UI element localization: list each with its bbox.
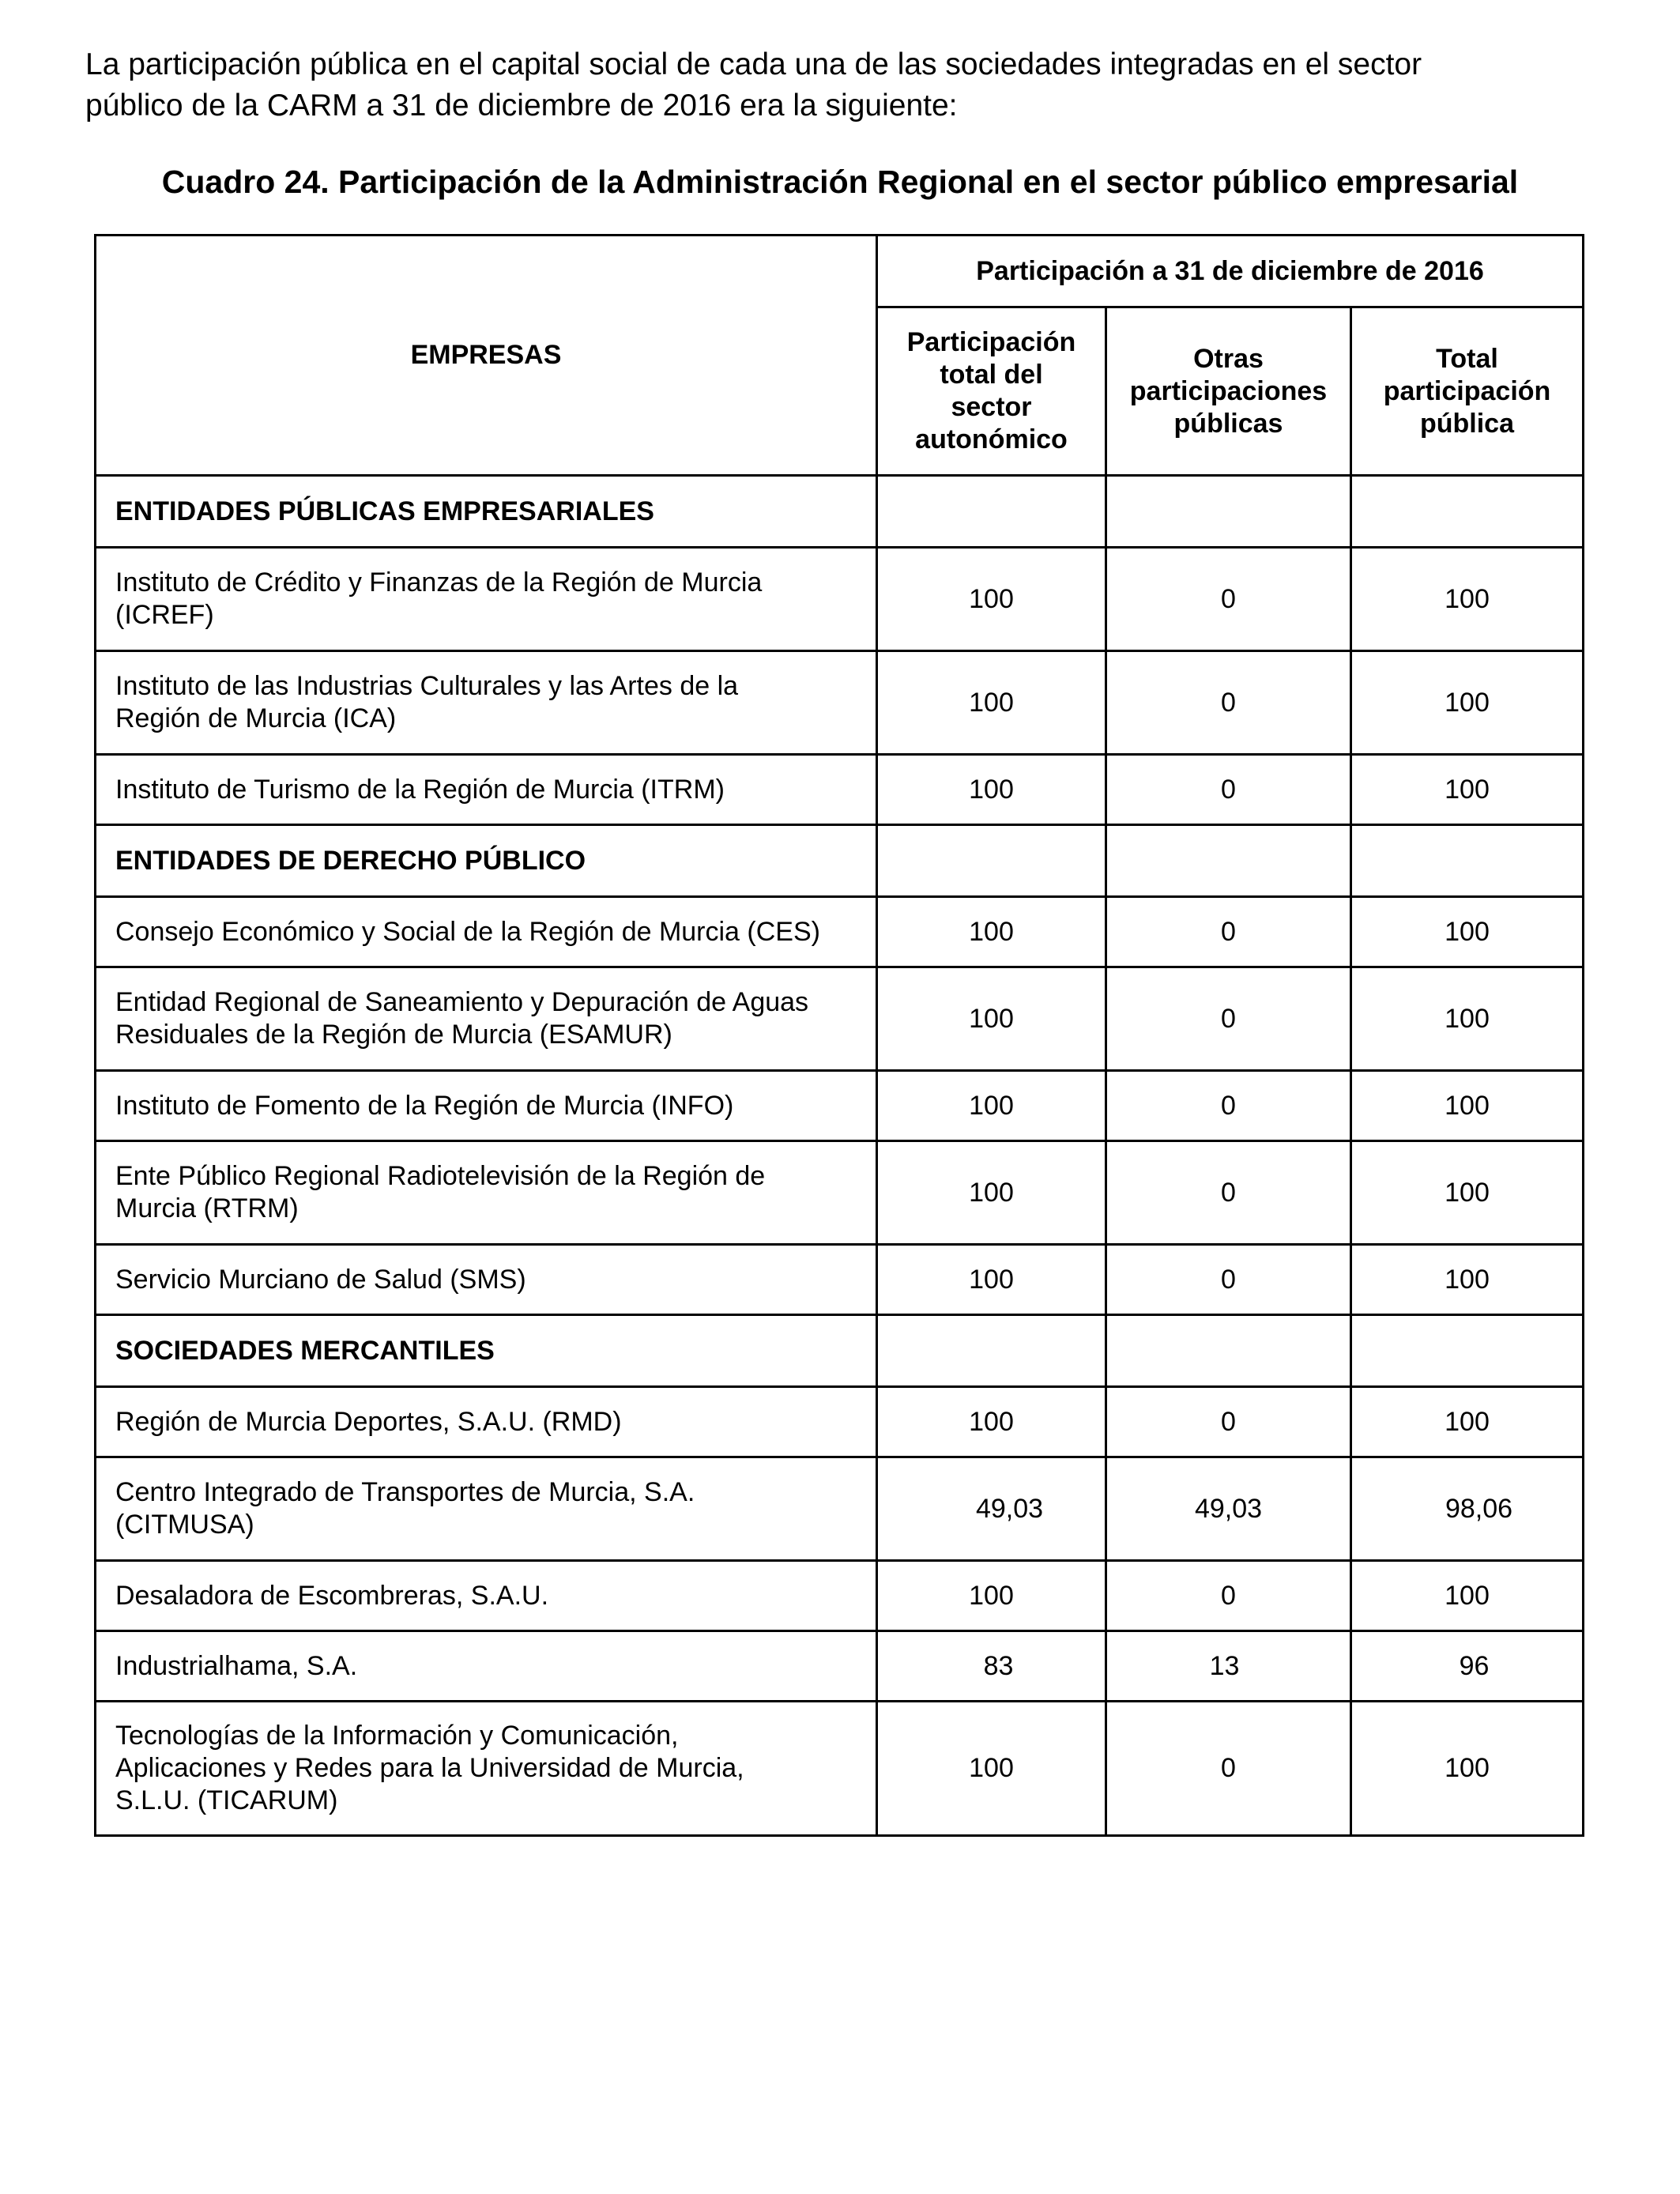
empty-cell bbox=[877, 1315, 1106, 1387]
header-total-participacion bbox=[1351, 307, 1584, 476]
value-text: 100 bbox=[969, 1177, 1014, 1208]
entity-name bbox=[96, 1561, 877, 1631]
empty-cell bbox=[1351, 825, 1584, 897]
value-total bbox=[1351, 1457, 1584, 1561]
entity-name-line: S.L.U. (TICARUM) bbox=[115, 1785, 338, 1815]
value-text: 100 bbox=[969, 774, 1014, 805]
value-sector bbox=[877, 1561, 1106, 1631]
value-text: 0 bbox=[1221, 1003, 1236, 1034]
value-text: 100 bbox=[1445, 1177, 1490, 1208]
value-text: 100 bbox=[969, 1003, 1014, 1034]
value-text: 100 bbox=[1445, 1580, 1490, 1611]
entity-name bbox=[96, 755, 877, 825]
value-otras bbox=[1106, 548, 1351, 651]
table-row bbox=[96, 548, 1584, 651]
entity-name bbox=[96, 651, 877, 755]
table-row bbox=[96, 1387, 1584, 1457]
value-text: 0 bbox=[1221, 1090, 1236, 1121]
header-line: pública bbox=[1419, 408, 1515, 439]
header-line: públicas bbox=[1173, 408, 1283, 439]
value-sector bbox=[877, 1631, 1106, 1702]
table-row bbox=[96, 1245, 1584, 1315]
value-text: 100 bbox=[969, 1580, 1014, 1611]
value-text: 49,03 bbox=[1194, 1493, 1263, 1524]
value-text: 0 bbox=[1221, 1580, 1236, 1611]
value-text: 13 bbox=[1209, 1650, 1240, 1681]
value-total bbox=[1351, 1071, 1584, 1141]
entity-name-line: Servicio Murciano de Salud (SMS) bbox=[115, 1264, 526, 1295]
empty-cell bbox=[1106, 825, 1351, 897]
value-text: 100 bbox=[1445, 1003, 1490, 1034]
entity-name bbox=[96, 548, 877, 651]
table-body bbox=[96, 476, 1584, 1836]
entity-name-line: Aplicaciones y Redes para la Universidad de Murcia, bbox=[115, 1753, 744, 1783]
value-text: 100 bbox=[1445, 916, 1490, 947]
header-line: autonómico bbox=[915, 424, 1068, 454]
value-text: 100 bbox=[1445, 583, 1490, 614]
entity-name bbox=[96, 1387, 877, 1457]
table-row bbox=[96, 1141, 1584, 1245]
value-sector bbox=[877, 651, 1106, 755]
section-row bbox=[96, 1315, 1584, 1387]
header-group-participacion: Participación a 31 de diciembre de 2016 bbox=[877, 236, 1584, 307]
value-sector bbox=[877, 1141, 1106, 1245]
entity-name-line: Centro Integrado de Transportes de Murcia, S.A. bbox=[115, 1477, 695, 1507]
value-otras bbox=[1106, 1631, 1351, 1702]
value-sector bbox=[877, 1702, 1106, 1836]
entity-name-line: (CITMUSA) bbox=[115, 1510, 254, 1540]
entity-name-line: Tecnologías de la Información y Comunicación, bbox=[115, 1721, 679, 1751]
value-text: 83 bbox=[983, 1650, 1014, 1681]
entity-name-line: Ente Público Regional Radiotelevisión de la Región de bbox=[115, 1161, 766, 1191]
empty-cell bbox=[1351, 1315, 1584, 1387]
value-total bbox=[1351, 1245, 1584, 1315]
intro-line: La participación pública en el capital social de cada una de las sociedades integradas en el sector bbox=[85, 47, 1422, 81]
header-line: Participación bbox=[906, 327, 1076, 357]
value-sector bbox=[877, 755, 1106, 825]
value-otras bbox=[1106, 1387, 1351, 1457]
header-line: Total bbox=[1436, 343, 1498, 374]
value-otras bbox=[1106, 967, 1351, 1071]
value-sector bbox=[877, 1245, 1106, 1315]
value-text: 96 bbox=[1459, 1650, 1490, 1681]
entity-name-line: (ICREF) bbox=[115, 600, 214, 630]
entity-name-line: Murcia (RTRM) bbox=[115, 1193, 299, 1223]
value-text: 100 bbox=[969, 1406, 1014, 1437]
table-row bbox=[96, 1631, 1584, 1702]
value-text: 100 bbox=[1445, 1264, 1490, 1295]
value-text: 100 bbox=[1445, 1406, 1490, 1437]
header-empresas: EMPRESAS bbox=[96, 236, 877, 476]
value-sector bbox=[877, 548, 1106, 651]
table-row bbox=[96, 897, 1584, 967]
entity-name-line: Consejo Económico y Social de la Región de Murcia (CES) bbox=[115, 916, 820, 947]
value-sector bbox=[877, 897, 1106, 967]
value-text: 100 bbox=[969, 1753, 1014, 1783]
value-total bbox=[1351, 1141, 1584, 1245]
entity-name-line: Región de Murcia Deportes, S.A.U. (RMD) bbox=[115, 1406, 622, 1437]
table-row bbox=[96, 1071, 1584, 1141]
value-sector bbox=[877, 1071, 1106, 1141]
entity-name bbox=[96, 897, 877, 967]
entity-name-line: Industrialhama, S.A. bbox=[115, 1650, 358, 1681]
value-text: 100 bbox=[1445, 1090, 1490, 1121]
entity-name-line: Residuales de la Región de Murcia (ESAMUR) bbox=[115, 1020, 672, 1050]
value-total bbox=[1351, 967, 1584, 1071]
value-otras bbox=[1106, 1071, 1351, 1141]
value-text: 100 bbox=[1445, 687, 1490, 718]
header-line: participaciones bbox=[1129, 375, 1328, 406]
table-row bbox=[96, 755, 1584, 825]
value-text: 100 bbox=[1445, 774, 1490, 805]
entity-name-line: Instituto de Crédito y Finanzas de la Región de Murcia bbox=[115, 567, 763, 598]
value-otras bbox=[1106, 897, 1351, 967]
empty-cell bbox=[1106, 476, 1351, 548]
entity-name bbox=[96, 1141, 877, 1245]
value-otras bbox=[1106, 755, 1351, 825]
value-text: 0 bbox=[1221, 583, 1236, 614]
value-otras bbox=[1106, 1245, 1351, 1315]
empty-cell bbox=[877, 825, 1106, 897]
table-caption: Cuadro 24. Participación de la Administración Regional en el sector público empresarial bbox=[161, 164, 1519, 200]
table-row bbox=[96, 651, 1584, 755]
participation-table bbox=[94, 234, 1584, 1837]
header-line: sector bbox=[951, 392, 1032, 422]
value-otras bbox=[1106, 1702, 1351, 1836]
value-text: 0 bbox=[1221, 687, 1236, 718]
table-header bbox=[96, 236, 1584, 476]
value-text: 0 bbox=[1221, 1753, 1236, 1783]
entity-name-line: Desaladora de Escombreras, S.A.U. bbox=[115, 1580, 549, 1611]
value-text: 100 bbox=[969, 583, 1014, 614]
value-text: 100 bbox=[1445, 1753, 1490, 1783]
value-otras bbox=[1106, 1561, 1351, 1631]
table-row bbox=[96, 967, 1584, 1071]
section-title: ENTIDADES DE DERECHO PÚBLICO bbox=[96, 825, 877, 897]
value-total bbox=[1351, 897, 1584, 967]
value-total bbox=[1351, 1561, 1584, 1631]
entity-name-line: Región de Murcia (ICA) bbox=[115, 703, 397, 733]
section-title: SOCIEDADES MERCANTILES bbox=[96, 1315, 877, 1387]
value-text: 98,06 bbox=[1445, 1493, 1513, 1524]
value-text: 49,03 bbox=[975, 1493, 1044, 1524]
section-row bbox=[96, 825, 1584, 897]
intro-paragraph bbox=[85, 44, 1603, 126]
value-text: 100 bbox=[969, 916, 1014, 947]
table-row bbox=[96, 1702, 1584, 1836]
value-total bbox=[1351, 1702, 1584, 1836]
value-sector bbox=[877, 1387, 1106, 1457]
section-title: ENTIDADES PÚBLICAS EMPRESARIALES bbox=[96, 476, 877, 548]
value-text: 0 bbox=[1221, 774, 1236, 805]
value-text: 0 bbox=[1221, 1177, 1236, 1208]
entity-name-line: Instituto de Fomento de la Región de Murcia (INFO) bbox=[115, 1090, 734, 1121]
value-otras bbox=[1106, 1141, 1351, 1245]
entity-name bbox=[96, 1631, 877, 1702]
header-line: participación bbox=[1383, 375, 1551, 406]
value-otras bbox=[1106, 651, 1351, 755]
entity-name bbox=[96, 967, 877, 1071]
entity-name-line: Instituto de las Industrias Culturales y las Artes de la bbox=[115, 671, 739, 701]
value-total bbox=[1351, 1387, 1584, 1457]
value-text: 0 bbox=[1221, 916, 1236, 947]
value-text: 0 bbox=[1221, 1264, 1236, 1295]
header-line: total del bbox=[940, 360, 1043, 390]
value-sector bbox=[877, 1457, 1106, 1561]
value-text: 100 bbox=[969, 687, 1014, 718]
header-otras-participaciones bbox=[1106, 307, 1351, 476]
empty-cell bbox=[1106, 1315, 1351, 1387]
table-row bbox=[96, 1457, 1584, 1561]
header-line: Otras bbox=[1193, 343, 1264, 374]
value-text: 100 bbox=[969, 1090, 1014, 1121]
value-sector bbox=[877, 967, 1106, 1071]
header-participacion-sector bbox=[877, 307, 1106, 476]
entity-name-line: Instituto de Turismo de la Región de Murcia (ITRM) bbox=[115, 774, 725, 805]
entity-name-line: Entidad Regional de Saneamiento y Depuración de Aguas bbox=[115, 987, 809, 1017]
entity-name bbox=[96, 1702, 877, 1836]
value-total bbox=[1351, 651, 1584, 755]
entity-name bbox=[96, 1457, 877, 1561]
value-text: 100 bbox=[969, 1264, 1014, 1295]
entity-name bbox=[96, 1071, 877, 1141]
entity-name bbox=[96, 1245, 877, 1315]
value-total bbox=[1351, 755, 1584, 825]
value-total bbox=[1351, 548, 1584, 651]
value-text: 0 bbox=[1221, 1406, 1236, 1437]
empty-cell bbox=[877, 476, 1106, 548]
section-row bbox=[96, 476, 1584, 548]
table-row bbox=[96, 1561, 1584, 1631]
intro-line: público de la CARM a 31 de diciembre de 2016 era la siguiente: bbox=[85, 89, 958, 123]
empty-cell bbox=[1351, 476, 1584, 548]
value-total bbox=[1351, 1631, 1584, 1702]
value-otras bbox=[1106, 1457, 1351, 1561]
